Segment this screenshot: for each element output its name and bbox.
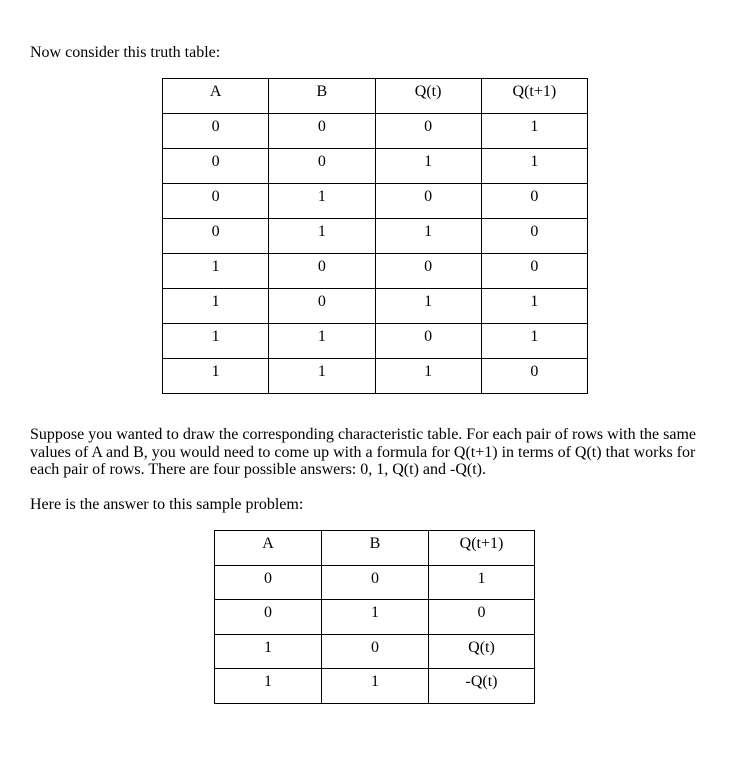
- cell-b: 0: [269, 254, 375, 289]
- cell-b: 1: [269, 184, 375, 219]
- cell-a: 0: [163, 219, 269, 254]
- cell-a: 0: [215, 600, 322, 635]
- cell-a: 0: [163, 184, 269, 219]
- cell-qt: 0: [375, 184, 481, 219]
- header-qt: Q(t): [375, 79, 481, 114]
- cell-b: 0: [322, 565, 429, 600]
- header-b: B: [269, 79, 375, 114]
- cell-qt1: -Q(t): [429, 669, 535, 704]
- cell-a: 1: [215, 669, 322, 704]
- cell-qt1: 1: [481, 114, 587, 149]
- table-row: [215, 565, 535, 600]
- cell-qt: 0: [375, 254, 481, 289]
- cell-qt: 1: [375, 219, 481, 254]
- cell-b: 1: [322, 669, 429, 704]
- truth-table: [162, 78, 588, 394]
- cell-a: 1: [215, 634, 322, 669]
- answer-intro-text: Here is the answer to this sample problem:: [30, 496, 304, 513]
- cell-qt1: 1: [481, 289, 587, 324]
- cell-b: 0: [269, 149, 375, 184]
- table-row: [163, 184, 588, 219]
- table-row: [215, 669, 535, 704]
- header-a: A: [215, 531, 322, 566]
- cell-a: 1: [163, 359, 269, 394]
- cell-qt1: 0: [481, 254, 587, 289]
- cell-qt1: 1: [429, 565, 535, 600]
- problem-paragraph: Suppose you wanted to draw the corresponding characteristic table. For each pair of rows with the same values of A and B, you would need to come up with a formula for Q(t+1) in terms of Q(t) that works for each pair of rows. There are four possible answers: 0, 1, Q(t) and -Q(t).: [30, 426, 697, 478]
- cell-a: 0: [215, 565, 322, 600]
- header-qt1: Q(t+1): [481, 79, 587, 114]
- cell-qt: 1: [375, 359, 481, 394]
- cell-qt1: 0: [481, 359, 587, 394]
- header-a: A: [163, 79, 269, 114]
- intro-text: Now consider this truth table:: [30, 44, 221, 61]
- table-row: [215, 600, 535, 635]
- cell-b: 0: [269, 114, 375, 149]
- cell-qt: 0: [375, 114, 481, 149]
- cell-b: 0: [269, 289, 375, 324]
- cell-qt: 0: [375, 324, 481, 359]
- cell-qt1: 1: [481, 324, 587, 359]
- table-row: [163, 114, 588, 149]
- cell-b: 1: [269, 359, 375, 394]
- cell-b: 1: [269, 219, 375, 254]
- table-row: [163, 359, 588, 394]
- cell-b: 1: [322, 600, 429, 635]
- cell-a: 1: [163, 254, 269, 289]
- cell-a: 0: [163, 114, 269, 149]
- characteristic-table: [214, 530, 535, 704]
- characteristic-table-header-row: [215, 531, 535, 566]
- header-b: B: [322, 531, 429, 566]
- table-row: [163, 219, 588, 254]
- cell-b: 0: [322, 634, 429, 669]
- cell-qt1: 0: [481, 219, 587, 254]
- header-qt1: Q(t+1): [429, 531, 535, 566]
- cell-a: 0: [163, 149, 269, 184]
- table-row: [163, 289, 588, 324]
- cell-qt: 1: [375, 289, 481, 324]
- cell-qt: 1: [375, 149, 481, 184]
- table-row: [215, 634, 535, 669]
- cell-a: 1: [163, 324, 269, 359]
- table-row: [163, 254, 588, 289]
- cell-qt1: Q(t): [429, 634, 535, 669]
- cell-b: 1: [269, 324, 375, 359]
- cell-qt1: 1: [481, 149, 587, 184]
- cell-a: 1: [163, 289, 269, 324]
- cell-qt1: 0: [429, 600, 535, 635]
- cell-qt1: 0: [481, 184, 587, 219]
- table-row: [163, 149, 588, 184]
- table-row: [163, 324, 588, 359]
- truth-table-header-row: [163, 79, 588, 114]
